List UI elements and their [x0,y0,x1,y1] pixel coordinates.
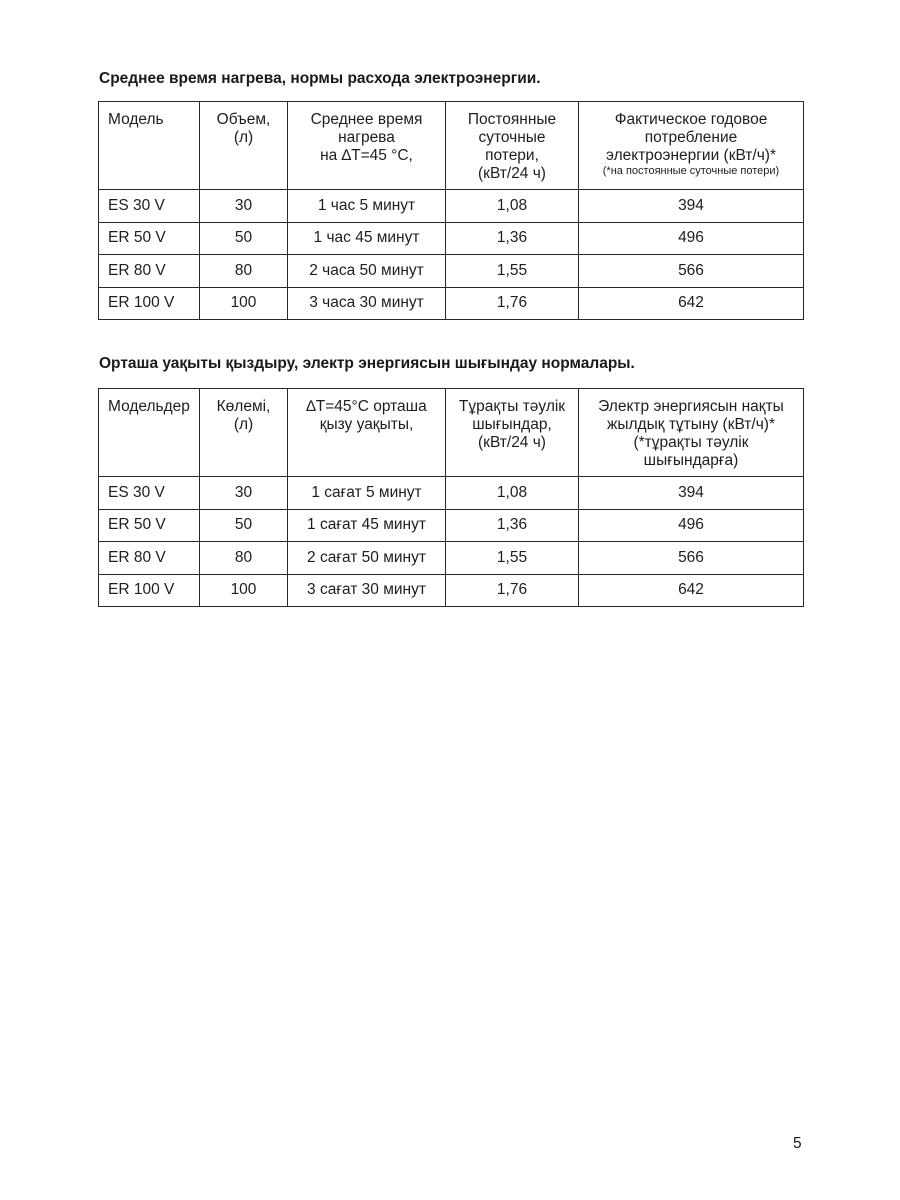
cell-heating-time: 1 сағат 45 минут [288,509,446,542]
table-row [99,255,804,288]
section-title-ru: Среднее время нагрева, нормы расхода электроэнергии. [99,70,541,87]
cell-volume: 100 [200,574,288,607]
cell-heating-time: 2 сағат 50 минут [288,542,446,575]
cell-losses: 1,55 [446,542,579,575]
heating-table-ru [98,101,804,320]
cell-model: ER 100 V [99,574,200,607]
cell-model: ER 50 V [99,509,200,542]
header-consumption: Электр энергиясын нақты жылдық тұтыну (кВт/ч)* (*тұрақты тәулік шығындарға) [579,389,804,477]
table-row [99,222,804,255]
header-volume: Объем, (л) [200,102,288,190]
cell-heating-time: 3 часа 30 минут [288,287,446,320]
cell-heating-time: 1 час 45 минут [288,222,446,255]
cell-losses: 1,08 [446,190,579,223]
section-title-kz: Орташа уақыты қыздыру, электр энергиясын шығындау нормалары. [99,355,635,372]
table-row [99,190,804,223]
cell-consumption: 394 [579,477,804,510]
header-losses: Тұрақты тәулік шығындар, (кВт/24 ч) [446,389,579,477]
cell-heating-time: 3 сағат 30 минут [288,574,446,607]
cell-consumption: 394 [579,190,804,223]
consumption-footnote: (*на постоянные суточные потери) [602,165,780,177]
cell-consumption: 496 [579,509,804,542]
cell-heating-time: 2 часа 50 минут [288,255,446,288]
header-losses: Постоянные суточные потери, (кВт/24 ч) [446,102,579,190]
cell-model: ER 100 V [99,287,200,320]
cell-consumption: 496 [579,222,804,255]
cell-model: ES 30 V [99,477,200,510]
cell-heating-time: 1 час 5 минут [288,190,446,223]
cell-heating-time: 1 сағат 5 минут [288,477,446,510]
header-model: Модельдер [99,389,200,477]
table-row [99,477,804,510]
cell-consumption: 566 [579,255,804,288]
cell-volume: 30 [200,477,288,510]
header-consumption: Фактическое годовое потребление электроэнергии (кВт/ч)* (*на постоянные суточные потери) [579,102,804,190]
cell-model: ER 50 V [99,222,200,255]
cell-losses: 1,76 [446,574,579,607]
table-header-row [99,102,804,190]
cell-consumption: 642 [579,287,804,320]
cell-volume: 100 [200,287,288,320]
cell-model: ER 80 V [99,255,200,288]
cell-losses: 1,36 [446,222,579,255]
table-row [99,542,804,575]
page-number: 5 [793,1135,802,1152]
cell-volume: 50 [200,222,288,255]
header-heating-time: ∆T=45°С орташа қызу уақыты, [288,389,446,477]
cell-losses: 1,76 [446,287,579,320]
cell-volume: 50 [200,509,288,542]
cell-volume: 80 [200,255,288,288]
cell-volume: 80 [200,542,288,575]
table-row [99,287,804,320]
header-heating-time: Среднее время нагрева на ∆T=45 °С, [288,102,446,190]
table-row [99,509,804,542]
cell-consumption: 642 [579,574,804,607]
cell-model: ER 80 V [99,542,200,575]
cell-model: ES 30 V [99,190,200,223]
cell-losses: 1,08 [446,477,579,510]
header-model: Модель [99,102,200,190]
cell-losses: 1,55 [446,255,579,288]
table-row [99,574,804,607]
cell-volume: 30 [200,190,288,223]
cell-consumption: 566 [579,542,804,575]
heating-table-kz [98,388,804,607]
table-header-row [99,389,804,477]
header-volume: Көлемі, (л) [200,389,288,477]
cell-losses: 1,36 [446,509,579,542]
